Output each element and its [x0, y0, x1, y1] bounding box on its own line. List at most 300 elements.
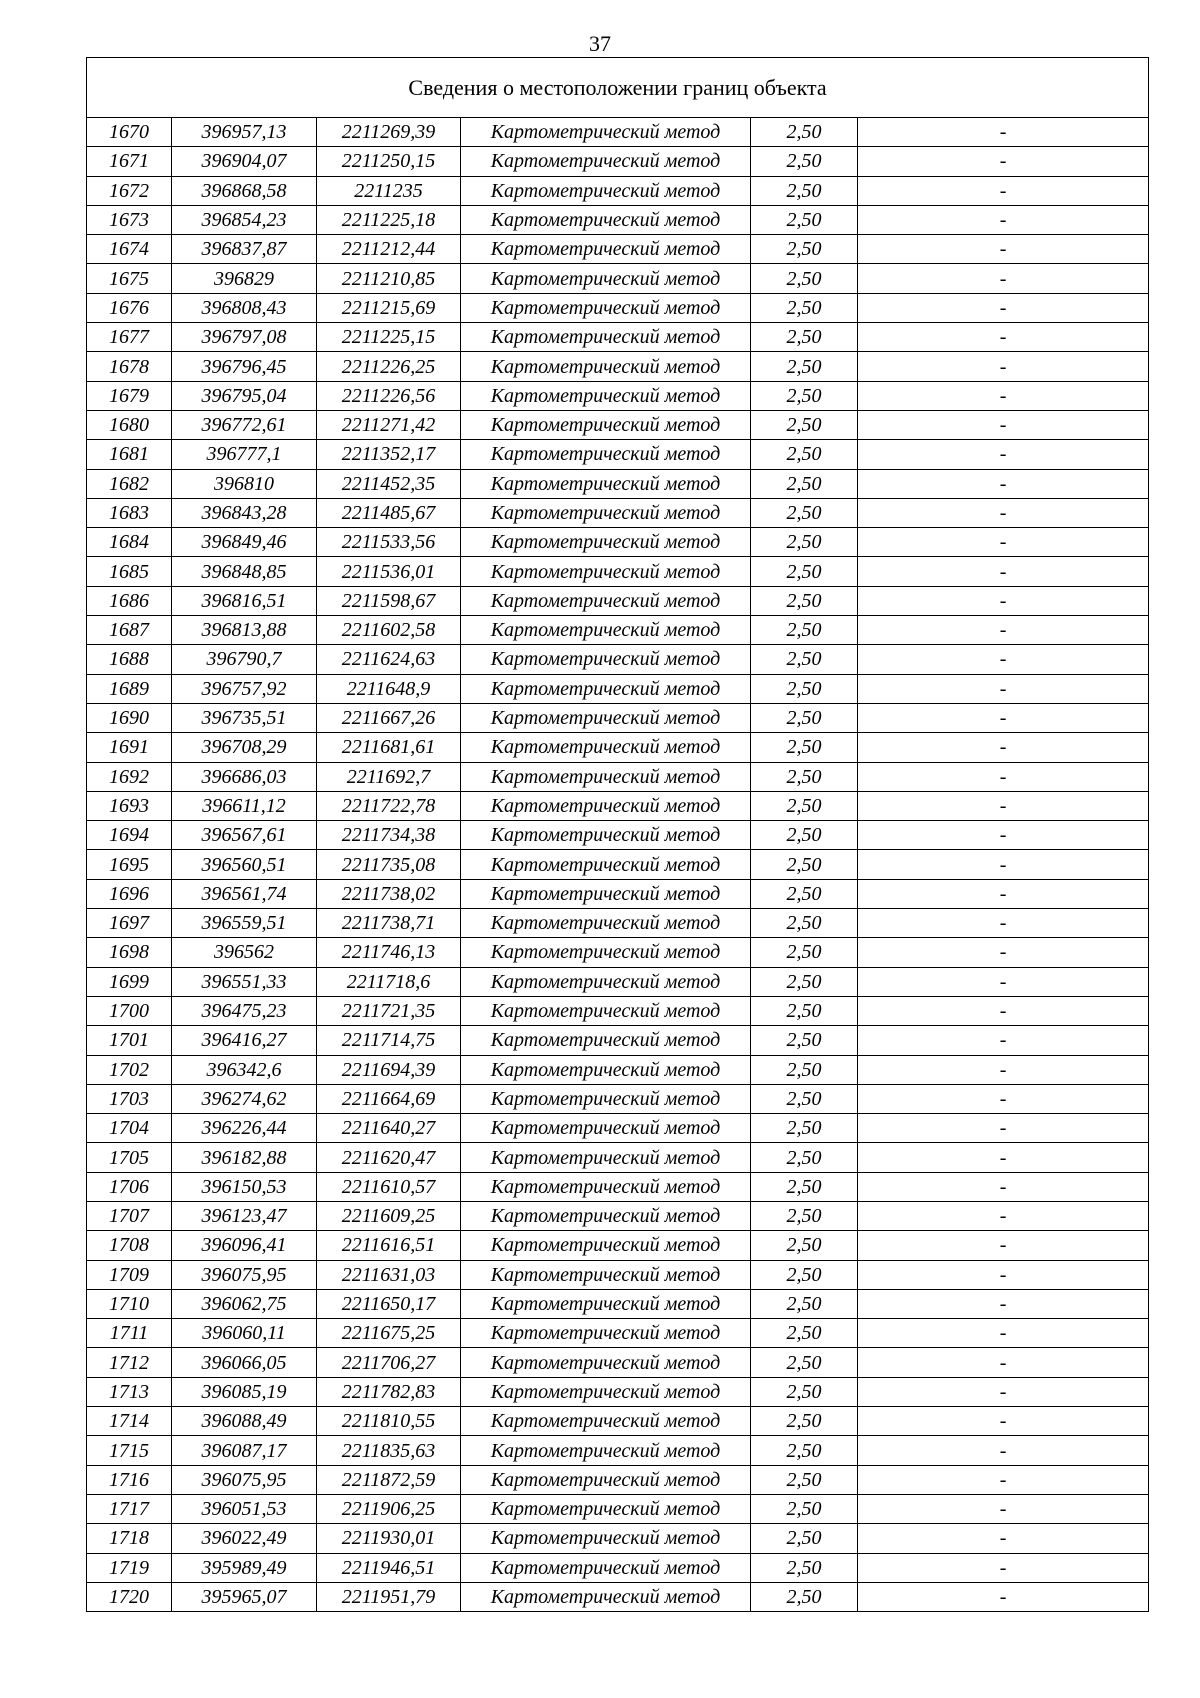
y-coordinate-cell: 2211735,08 [317, 850, 461, 879]
accuracy-cell: 2,50 [751, 1172, 858, 1201]
y-coordinate-cell: 2211664,69 [317, 1084, 461, 1113]
table-row [87, 938, 1149, 967]
method-cell: Картометрический метод [461, 1348, 751, 1377]
description-cell: - [858, 850, 1149, 879]
point-number-cell: 1671 [87, 147, 172, 176]
x-coordinate-cell: 396796,45 [172, 352, 317, 381]
method-cell: Картометрический метод [461, 352, 751, 381]
point-number-cell: 1717 [87, 1494, 172, 1523]
x-coordinate-cell: 395989,49 [172, 1553, 317, 1582]
point-number-cell: 1720 [87, 1582, 172, 1611]
description-cell: - [858, 1055, 1149, 1084]
description-cell: - [858, 1465, 1149, 1494]
x-coordinate-cell: 396274,62 [172, 1084, 317, 1113]
y-coordinate-cell: 2211226,25 [317, 352, 461, 381]
method-cell: Картометрический метод [461, 1494, 751, 1523]
point-number-cell: 1677 [87, 323, 172, 352]
accuracy-cell: 2,50 [751, 1114, 858, 1143]
y-coordinate-cell: 2211722,78 [317, 791, 461, 820]
point-number-cell: 1700 [87, 996, 172, 1025]
description-cell: - [858, 1260, 1149, 1289]
point-number-cell: 1695 [87, 850, 172, 879]
table-row [87, 1582, 1149, 1611]
description-cell: - [858, 352, 1149, 381]
accuracy-cell: 2,50 [751, 1494, 858, 1523]
y-coordinate-cell: 2211269,39 [317, 118, 461, 147]
point-number-cell: 1670 [87, 118, 172, 147]
point-number-cell: 1682 [87, 469, 172, 498]
x-coordinate-cell: 396567,61 [172, 821, 317, 850]
x-coordinate-cell: 396088,49 [172, 1407, 317, 1436]
accuracy-cell: 2,50 [751, 821, 858, 850]
x-coordinate-cell: 396611,12 [172, 791, 317, 820]
y-coordinate-cell: 2211930,01 [317, 1524, 461, 1553]
y-coordinate-cell: 2211675,25 [317, 1319, 461, 1348]
table-row [87, 1231, 1149, 1260]
accuracy-cell: 2,50 [751, 118, 858, 147]
x-coordinate-cell: 396772,61 [172, 410, 317, 439]
accuracy-cell: 2,50 [751, 703, 858, 732]
x-coordinate-cell: 396062,75 [172, 1289, 317, 1318]
table-row [87, 791, 1149, 820]
description-cell: - [858, 147, 1149, 176]
point-number-cell: 1672 [87, 176, 172, 205]
description-cell: - [858, 1407, 1149, 1436]
y-coordinate-cell: 2211872,59 [317, 1465, 461, 1494]
x-coordinate-cell: 396075,95 [172, 1465, 317, 1494]
y-coordinate-cell: 2211215,69 [317, 293, 461, 322]
table-title: Сведения о местоположении границ объекта [87, 58, 1149, 118]
y-coordinate-cell: 2211906,25 [317, 1494, 461, 1523]
accuracy-cell: 2,50 [751, 1524, 858, 1553]
accuracy-cell: 2,50 [751, 410, 858, 439]
point-number-cell: 1698 [87, 938, 172, 967]
method-cell: Картометрический метод [461, 821, 751, 850]
description-cell: - [858, 1172, 1149, 1201]
method-cell: Картометрический метод [461, 1260, 751, 1289]
method-cell: Картометрический метод [461, 1114, 751, 1143]
method-cell: Картометрический метод [461, 733, 751, 762]
table-row [87, 352, 1149, 381]
table-row [87, 528, 1149, 557]
table-row [87, 1143, 1149, 1172]
point-number-cell: 1707 [87, 1201, 172, 1230]
point-number-cell: 1690 [87, 703, 172, 732]
accuracy-cell: 2,50 [751, 879, 858, 908]
method-cell: Картометрический метод [461, 1407, 751, 1436]
method-cell: Картометрический метод [461, 557, 751, 586]
point-number-cell: 1699 [87, 967, 172, 996]
accuracy-cell: 2,50 [751, 205, 858, 234]
y-coordinate-cell: 2211235 [317, 176, 461, 205]
x-coordinate-cell: 396096,41 [172, 1231, 317, 1260]
method-cell: Картометрический метод [461, 323, 751, 352]
x-coordinate-cell: 396849,46 [172, 528, 317, 557]
y-coordinate-cell: 2211835,63 [317, 1436, 461, 1465]
accuracy-cell: 2,50 [751, 938, 858, 967]
method-cell: Картометрический метод [461, 528, 751, 557]
point-number-cell: 1674 [87, 235, 172, 264]
table-row [87, 557, 1149, 586]
accuracy-cell: 2,50 [751, 1407, 858, 1436]
x-coordinate-cell: 396561,74 [172, 879, 317, 908]
point-number-cell: 1705 [87, 1143, 172, 1172]
method-cell: Картометрический метод [461, 1289, 751, 1318]
y-coordinate-cell: 2211738,02 [317, 879, 461, 908]
y-coordinate-cell: 2211667,26 [317, 703, 461, 732]
table-row [87, 1553, 1149, 1582]
point-number-cell: 1719 [87, 1553, 172, 1582]
x-coordinate-cell: 396854,23 [172, 205, 317, 234]
y-coordinate-cell: 2211782,83 [317, 1377, 461, 1406]
table-row [87, 1084, 1149, 1113]
x-coordinate-cell: 396735,51 [172, 703, 317, 732]
accuracy-cell: 2,50 [751, 1084, 858, 1113]
table-row [87, 1114, 1149, 1143]
y-coordinate-cell: 2211616,51 [317, 1231, 461, 1260]
x-coordinate-cell: 396475,23 [172, 996, 317, 1025]
description-cell: - [858, 1582, 1149, 1611]
method-cell: Картометрический метод [461, 879, 751, 908]
table-row [87, 264, 1149, 293]
table-row [87, 1172, 1149, 1201]
method-cell: Картометрический метод [461, 996, 751, 1025]
y-coordinate-cell: 2211714,75 [317, 1026, 461, 1055]
point-number-cell: 1702 [87, 1055, 172, 1084]
method-cell: Картометрический метод [461, 1055, 751, 1084]
description-cell: - [858, 1348, 1149, 1377]
table-row [87, 850, 1149, 879]
point-number-cell: 1709 [87, 1260, 172, 1289]
x-coordinate-cell: 396022,49 [172, 1524, 317, 1553]
method-cell: Картометрический метод [461, 1465, 751, 1494]
x-coordinate-cell: 396562 [172, 938, 317, 967]
description-cell: - [858, 645, 1149, 674]
description-cell: - [858, 733, 1149, 762]
accuracy-cell: 2,50 [751, 1436, 858, 1465]
method-cell: Картометрический метод [461, 762, 751, 791]
y-coordinate-cell: 2211609,25 [317, 1201, 461, 1230]
y-coordinate-cell: 2211610,57 [317, 1172, 461, 1201]
y-coordinate-cell: 2211718,6 [317, 967, 461, 996]
table-row [87, 235, 1149, 264]
point-number-cell: 1684 [87, 528, 172, 557]
y-coordinate-cell: 2211694,39 [317, 1055, 461, 1084]
table-row [87, 996, 1149, 1025]
description-cell: - [858, 996, 1149, 1025]
y-coordinate-cell: 2211602,58 [317, 616, 461, 645]
accuracy-cell: 2,50 [751, 909, 858, 938]
accuracy-cell: 2,50 [751, 557, 858, 586]
table-row [87, 1348, 1149, 1377]
description-cell: - [858, 557, 1149, 586]
y-coordinate-cell: 2211250,15 [317, 147, 461, 176]
point-number-cell: 1679 [87, 381, 172, 410]
table-row [87, 703, 1149, 732]
accuracy-cell: 2,50 [751, 1465, 858, 1494]
point-number-cell: 1716 [87, 1465, 172, 1494]
description-cell: - [858, 1084, 1149, 1113]
point-number-cell: 1686 [87, 586, 172, 615]
x-coordinate-cell: 396795,04 [172, 381, 317, 410]
point-number-cell: 1676 [87, 293, 172, 322]
method-cell: Картометрический метод [461, 1319, 751, 1348]
description-cell: - [858, 791, 1149, 820]
x-coordinate-cell: 396843,28 [172, 498, 317, 527]
table-row [87, 118, 1149, 147]
point-number-cell: 1701 [87, 1026, 172, 1055]
description-cell: - [858, 1494, 1149, 1523]
x-coordinate-cell: 396816,51 [172, 586, 317, 615]
description-cell: - [858, 616, 1149, 645]
y-coordinate-cell: 2211485,67 [317, 498, 461, 527]
description-cell: - [858, 703, 1149, 732]
point-number-cell: 1685 [87, 557, 172, 586]
table-row [87, 1494, 1149, 1523]
method-cell: Картометрический метод [461, 1524, 751, 1553]
accuracy-cell: 2,50 [751, 1348, 858, 1377]
point-number-cell: 1718 [87, 1524, 172, 1553]
table-row [87, 674, 1149, 703]
description-cell: - [858, 205, 1149, 234]
method-cell: Картометрический метод [461, 1084, 751, 1113]
description-cell: - [858, 762, 1149, 791]
point-number-cell: 1715 [87, 1436, 172, 1465]
accuracy-cell: 2,50 [751, 498, 858, 527]
description-cell: - [858, 1114, 1149, 1143]
accuracy-cell: 2,50 [751, 791, 858, 820]
description-cell: - [858, 323, 1149, 352]
description-cell: - [858, 909, 1149, 938]
table-row [87, 323, 1149, 352]
y-coordinate-cell: 2211624,63 [317, 645, 461, 674]
method-cell: Картометрический метод [461, 1201, 751, 1230]
x-coordinate-cell: 396416,27 [172, 1026, 317, 1055]
x-coordinate-cell: 396790,7 [172, 645, 317, 674]
accuracy-cell: 2,50 [751, 674, 858, 703]
y-coordinate-cell: 2211631,03 [317, 1260, 461, 1289]
method-cell: Картометрический метод [461, 147, 751, 176]
point-number-cell: 1681 [87, 440, 172, 469]
table-row [87, 1524, 1149, 1553]
description-cell: - [858, 235, 1149, 264]
x-coordinate-cell: 396559,51 [172, 909, 317, 938]
point-number-cell: 1694 [87, 821, 172, 850]
table-row [87, 410, 1149, 439]
method-cell: Картометрический метод [461, 1172, 751, 1201]
table-row [87, 469, 1149, 498]
accuracy-cell: 2,50 [751, 528, 858, 557]
table-row [87, 205, 1149, 234]
table-row [87, 733, 1149, 762]
method-cell: Картометрический метод [461, 469, 751, 498]
point-number-cell: 1708 [87, 1231, 172, 1260]
x-coordinate-cell: 396060,11 [172, 1319, 317, 1348]
y-coordinate-cell: 2211706,27 [317, 1348, 461, 1377]
method-cell: Картометрический метод [461, 850, 751, 879]
x-coordinate-cell: 396182,88 [172, 1143, 317, 1172]
method-cell: Картометрический метод [461, 616, 751, 645]
description-cell: - [858, 1524, 1149, 1553]
x-coordinate-cell: 396075,95 [172, 1260, 317, 1289]
x-coordinate-cell: 396808,43 [172, 293, 317, 322]
table-row [87, 1377, 1149, 1406]
x-coordinate-cell: 396051,53 [172, 1494, 317, 1523]
point-number-cell: 1691 [87, 733, 172, 762]
description-cell: - [858, 293, 1149, 322]
description-cell: - [858, 381, 1149, 410]
accuracy-cell: 2,50 [751, 996, 858, 1025]
method-cell: Картометрический метод [461, 645, 751, 674]
description-cell: - [858, 469, 1149, 498]
table-row [87, 1407, 1149, 1436]
description-cell: - [858, 1201, 1149, 1230]
accuracy-cell: 2,50 [751, 440, 858, 469]
description-cell: - [858, 1289, 1149, 1318]
accuracy-cell: 2,50 [751, 1143, 858, 1172]
method-cell: Картометрический метод [461, 938, 751, 967]
method-cell: Картометрический метод [461, 235, 751, 264]
accuracy-cell: 2,50 [751, 762, 858, 791]
point-number-cell: 1687 [87, 616, 172, 645]
description-cell: - [858, 674, 1149, 703]
table-row [87, 1026, 1149, 1055]
x-coordinate-cell: 396226,44 [172, 1114, 317, 1143]
table-row [87, 1055, 1149, 1084]
point-number-cell: 1704 [87, 1114, 172, 1143]
table-row [87, 381, 1149, 410]
table-row [87, 909, 1149, 938]
table-row [87, 586, 1149, 615]
x-coordinate-cell: 396777,1 [172, 440, 317, 469]
y-coordinate-cell: 2211734,38 [317, 821, 461, 850]
table-row [87, 1319, 1149, 1348]
point-number-cell: 1678 [87, 352, 172, 381]
table-row [87, 1289, 1149, 1318]
method-cell: Картометрический метод [461, 176, 751, 205]
point-number-cell: 1696 [87, 879, 172, 908]
x-coordinate-cell: 396123,47 [172, 1201, 317, 1230]
x-coordinate-cell: 396848,85 [172, 557, 317, 586]
accuracy-cell: 2,50 [751, 1026, 858, 1055]
table-title-row [87, 58, 1149, 118]
accuracy-cell: 2,50 [751, 1553, 858, 1582]
method-cell: Картометрический метод [461, 1582, 751, 1611]
description-cell: - [858, 1377, 1149, 1406]
description-cell: - [858, 410, 1149, 439]
accuracy-cell: 2,50 [751, 293, 858, 322]
table-row [87, 616, 1149, 645]
point-number-cell: 1673 [87, 205, 172, 234]
x-coordinate-cell: 396087,17 [172, 1436, 317, 1465]
accuracy-cell: 2,50 [751, 1231, 858, 1260]
description-cell: - [858, 264, 1149, 293]
description-cell: - [858, 821, 1149, 850]
y-coordinate-cell: 2211226,56 [317, 381, 461, 410]
accuracy-cell: 2,50 [751, 967, 858, 996]
method-cell: Картометрический метод [461, 440, 751, 469]
x-coordinate-cell: 396868,58 [172, 176, 317, 205]
description-cell: - [858, 586, 1149, 615]
accuracy-cell: 2,50 [751, 1201, 858, 1230]
method-cell: Картометрический метод [461, 381, 751, 410]
x-coordinate-cell: 396066,05 [172, 1348, 317, 1377]
accuracy-cell: 2,50 [751, 616, 858, 645]
y-coordinate-cell: 2211951,79 [317, 1582, 461, 1611]
method-cell: Картометрический метод [461, 1377, 751, 1406]
point-number-cell: 1697 [87, 909, 172, 938]
table-row [87, 645, 1149, 674]
y-coordinate-cell: 2211212,44 [317, 235, 461, 264]
accuracy-cell: 2,50 [751, 586, 858, 615]
accuracy-cell: 2,50 [751, 323, 858, 352]
point-number-cell: 1680 [87, 410, 172, 439]
method-cell: Картометрический метод [461, 703, 751, 732]
y-coordinate-cell: 2211620,47 [317, 1143, 461, 1172]
accuracy-cell: 2,50 [751, 235, 858, 264]
boundary-coordinates-table [86, 57, 1149, 1612]
x-coordinate-cell: 396560,51 [172, 850, 317, 879]
point-number-cell: 1688 [87, 645, 172, 674]
page-number: 37 [589, 31, 611, 56]
table-row [87, 1465, 1149, 1494]
y-coordinate-cell: 2211746,13 [317, 938, 461, 967]
method-cell: Картометрический метод [461, 205, 751, 234]
description-cell: - [858, 967, 1149, 996]
table-row [87, 879, 1149, 908]
table-row [87, 293, 1149, 322]
description-cell: - [858, 176, 1149, 205]
accuracy-cell: 2,50 [751, 1260, 858, 1289]
x-coordinate-cell: 396810 [172, 469, 317, 498]
description-cell: - [858, 440, 1149, 469]
accuracy-cell: 2,50 [751, 1319, 858, 1348]
y-coordinate-cell: 2211533,56 [317, 528, 461, 557]
description-cell: - [858, 118, 1149, 147]
point-number-cell: 1675 [87, 264, 172, 293]
point-number-cell: 1710 [87, 1289, 172, 1318]
x-coordinate-cell: 396708,29 [172, 733, 317, 762]
method-cell: Картометрический метод [461, 1553, 751, 1582]
description-cell: - [858, 879, 1149, 908]
method-cell: Картометрический метод [461, 1026, 751, 1055]
x-coordinate-cell: 396957,13 [172, 118, 317, 147]
table-row [87, 176, 1149, 205]
x-coordinate-cell: 396342,6 [172, 1055, 317, 1084]
y-coordinate-cell: 2211946,51 [317, 1553, 461, 1582]
method-cell: Картометрический метод [461, 118, 751, 147]
method-cell: Картометрический метод [461, 1143, 751, 1172]
x-coordinate-cell: 395965,07 [172, 1582, 317, 1611]
x-coordinate-cell: 396904,07 [172, 147, 317, 176]
accuracy-cell: 2,50 [751, 1582, 858, 1611]
y-coordinate-cell: 2211210,85 [317, 264, 461, 293]
method-cell: Картометрический метод [461, 498, 751, 527]
table-row [87, 821, 1149, 850]
point-number-cell: 1714 [87, 1407, 172, 1436]
x-coordinate-cell: 396829 [172, 264, 317, 293]
point-number-cell: 1689 [87, 674, 172, 703]
description-cell: - [858, 498, 1149, 527]
accuracy-cell: 2,50 [751, 381, 858, 410]
point-number-cell: 1706 [87, 1172, 172, 1201]
method-cell: Картометрический метод [461, 909, 751, 938]
y-coordinate-cell: 2211598,67 [317, 586, 461, 615]
point-number-cell: 1692 [87, 762, 172, 791]
method-cell: Картометрический метод [461, 1231, 751, 1260]
table-row [87, 1260, 1149, 1289]
accuracy-cell: 2,50 [751, 147, 858, 176]
